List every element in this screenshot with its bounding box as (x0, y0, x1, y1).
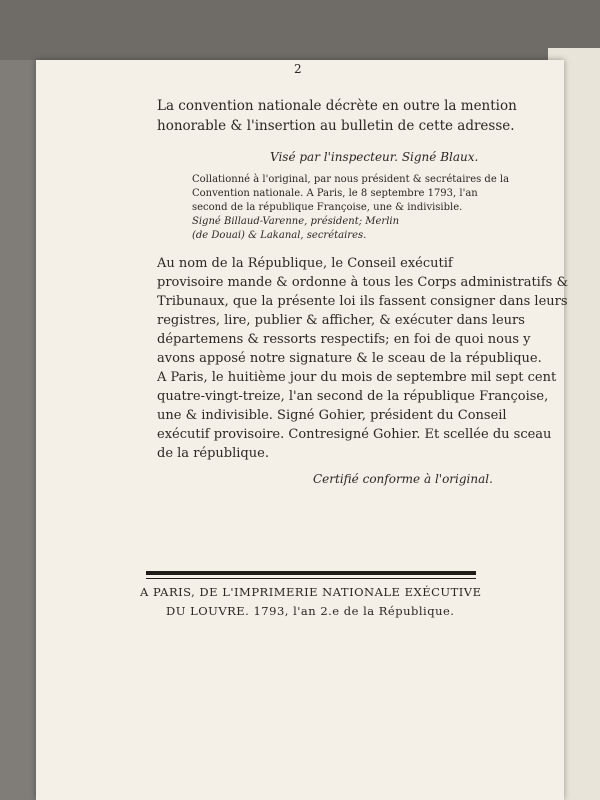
collation-line: (de Douai) & Lakanal, secrétaires. (192, 230, 367, 241)
document-page (36, 60, 569, 800)
page-number: 2 (294, 62, 302, 76)
proclamation-line: quatre-vingt-treize, l'an second de la république Françoise, (157, 389, 549, 404)
visa-signature: Visé par l'inspecteur. Signé Blaux. (270, 150, 479, 164)
background-top (0, 0, 600, 60)
decree-line: honorable & l'insertion au bulletin de cette adresse. (157, 118, 515, 134)
proclamation-line: provisoire mande & ordonne à tous les Corps administratifs & (157, 275, 569, 290)
divider-rule-thin (146, 578, 476, 579)
proclamation-line: A Paris, le huitième jour du mois de septembre mil sept cent (157, 370, 557, 385)
proclamation-line: Au nom de la République, le Conseil exécutif (157, 256, 453, 271)
proclamation-line: registres, lire, publier & afficher, & exécuter dans leurs (157, 313, 525, 328)
collation-line: Signé Billaud-Varenne, président; Merlin (192, 216, 400, 227)
proclamation-line: une & indivisible. Signé Gohier, président du Conseil (157, 408, 507, 423)
collation-line: Collationné à l'original, par nous président & secrétaires de la (192, 174, 510, 185)
decree-line: La convention nationale décrète en outre la mention (157, 98, 517, 114)
proclamation-line: départemens & ressorts respectifs; en foi de quoi nous y (157, 332, 531, 347)
imprint-line: A PARIS, DE L'IMPRIMERIE NATIONALE EXÉCUTIVE (140, 585, 482, 599)
proclamation-line: de la république. (157, 446, 269, 461)
proclamation-line: avons apposé notre signature & le sceau de la république. (157, 351, 542, 366)
certification-note: Certifié conforme à l'original. (313, 472, 493, 486)
imprint-line: DU LOUVRE. 1793, l'an 2.e de la République. (166, 604, 455, 618)
proclamation-line: exécutif provisoire. Contresigné Gohier. Et scellée du sceau (157, 427, 552, 442)
collation-line: Convention nationale. A Paris, le 8 septembre 1793, l'an (192, 188, 478, 199)
collation-line: second de la république Françoise, une & indivisible. (192, 202, 463, 213)
divider-rule-thick (146, 571, 476, 575)
proclamation-line: Tribunaux, que la présente loi ils fassent consigner dans leurs (157, 294, 568, 309)
